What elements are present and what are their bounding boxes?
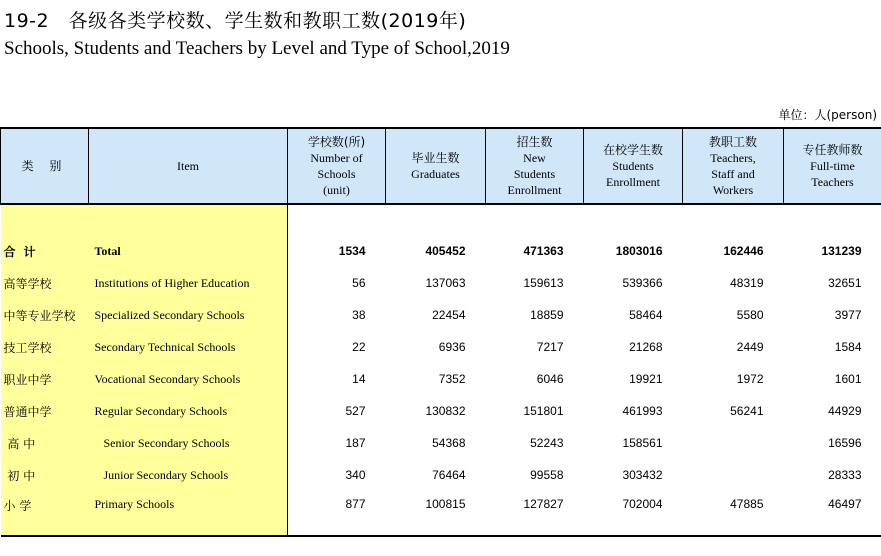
- row-item: Senior Secondary Schools: [89, 427, 288, 459]
- cell-graduates: 22454: [432, 308, 466, 322]
- cell-staff: 47885: [683, 491, 784, 536]
- cell-new-enrollment: 127827: [486, 491, 584, 536]
- cell-enrollment: 539366: [622, 276, 663, 290]
- cell-staff: 56241: [730, 404, 764, 418]
- cell-graduates: 130832: [425, 404, 466, 418]
- cell-teachers: 131239: [821, 244, 862, 258]
- header-teachers: [784, 128, 881, 204]
- cell-enrollment: 158561: [622, 436, 663, 450]
- cell-schools: 340: [345, 468, 366, 482]
- row-item: Specialized Secondary Schools: [89, 299, 288, 331]
- row-category: 普通中学: [1, 395, 89, 427]
- header-enrollment: [584, 128, 683, 204]
- cell-schools: 22: [352, 340, 366, 354]
- table-row: [1, 491, 881, 536]
- header-graduates: [386, 128, 486, 204]
- cell-schools: 38: [352, 308, 366, 322]
- table-row-total: [1, 235, 881, 267]
- cell-teachers: 44929: [828, 404, 862, 418]
- cell-graduates: 405452: [425, 244, 466, 258]
- cell-teachers: 1584: [834, 340, 862, 354]
- header-schools-en-3: (unit): [323, 183, 350, 197]
- row-item: Junior Secondary Schools: [89, 459, 288, 491]
- header-new-enrollment-en-1: New: [523, 151, 546, 165]
- table-row: [1, 459, 881, 491]
- table-row: [1, 395, 881, 427]
- cell-staff: [683, 427, 784, 459]
- cell-teachers: 46497: [784, 491, 881, 536]
- header-schools-en-1: Number of: [310, 151, 363, 165]
- header-enrollment-en-1: Students: [612, 159, 654, 173]
- cell-staff: 48319: [730, 276, 764, 290]
- row-category: 高等学校: [1, 267, 89, 299]
- row-item: Regular Secondary Schools: [89, 395, 288, 427]
- cell-new-enrollment: 52243: [530, 436, 564, 450]
- row-item: Primary Schools: [89, 491, 288, 536]
- spacer-cell: [1, 204, 89, 235]
- cell-teachers: 32651: [828, 276, 862, 290]
- cell-staff: 162446: [723, 244, 764, 258]
- header-staff-en-3: Workers: [712, 183, 754, 197]
- unit-label: 单位：人(person): [778, 108, 877, 122]
- spacer-cell: [288, 204, 386, 235]
- cell-new-enrollment: 99558: [530, 468, 564, 482]
- spacer-cell: [584, 204, 683, 235]
- cell-schools: 877: [288, 491, 386, 536]
- cell-teachers: 3977: [834, 308, 862, 322]
- header-teachers-en-1: Full-time: [810, 159, 855, 173]
- header-schools-cn: 学校数(所): [307, 135, 366, 149]
- cell-enrollment: 21268: [629, 340, 663, 354]
- header-teachers-cn: 专任教师数: [802, 143, 863, 157]
- cell-new-enrollment: 18859: [530, 308, 564, 322]
- cell-new-enrollment: 151801: [523, 404, 564, 418]
- cell-schools: 187: [345, 436, 366, 450]
- header-staff: [683, 128, 784, 204]
- header-item: Item: [89, 128, 288, 204]
- header-staff-en-2: Staff and: [711, 167, 755, 181]
- row-category: 高 中: [1, 427, 89, 459]
- cell-new-enrollment: 471363: [523, 244, 564, 258]
- header-schools-en-2: Schools: [317, 167, 356, 181]
- cell-teachers: 16596: [828, 436, 862, 450]
- header-new-enrollment-en-3: Enrollment: [507, 183, 562, 197]
- table-row: [1, 267, 881, 299]
- cell-schools: 56: [352, 276, 366, 290]
- spacer-cell: [683, 204, 784, 235]
- cell-new-enrollment: 6046: [536, 372, 564, 386]
- header-category: 类 别: [1, 128, 89, 204]
- table-row: [1, 363, 881, 395]
- cell-staff: 5580: [736, 308, 764, 322]
- table-row: [1, 299, 881, 331]
- spacer-cell: [784, 204, 881, 235]
- table-row: [1, 427, 881, 459]
- row-category: 合计: [1, 235, 89, 267]
- header-graduates-cn: 毕业生数: [411, 151, 460, 165]
- header-staff-cn: 教职工数: [708, 135, 757, 149]
- statistics-table: [0, 127, 881, 537]
- cell-graduates: 7352: [438, 372, 466, 386]
- header-enrollment-en-2: Enrollment: [606, 175, 660, 189]
- cell-graduates: 6936: [438, 340, 466, 354]
- cell-staff: [683, 459, 784, 491]
- header-staff-en-1: Teachers,: [710, 151, 756, 165]
- header-schools: [288, 128, 386, 204]
- cell-teachers: 28333: [828, 468, 862, 482]
- cell-enrollment: 1803016: [615, 244, 663, 258]
- cell-new-enrollment: 7217: [536, 340, 564, 354]
- row-item: Institutions of Higher Education: [89, 267, 288, 299]
- page-title-english: Schools, Students and Teachers by Level and Type of School,2019: [4, 38, 510, 59]
- row-category: 小 学: [1, 491, 89, 536]
- header-new-enrollment-en-2: Students: [513, 167, 556, 181]
- cell-graduates: 100815: [386, 491, 486, 536]
- cell-enrollment: 461993: [622, 404, 663, 418]
- cell-graduates: 76464: [432, 468, 466, 482]
- cell-staff: 2449: [736, 340, 764, 354]
- row-category: 中等专业学校: [1, 299, 89, 331]
- row-category: 职业中学: [1, 363, 89, 395]
- spacer-cell: [486, 204, 584, 235]
- cell-staff: 1972: [736, 372, 764, 386]
- cell-enrollment: 702004: [584, 491, 683, 536]
- cell-graduates: 54368: [432, 436, 466, 450]
- header-graduates-en-1: Graduates: [411, 167, 460, 181]
- spacer-cell: [386, 204, 486, 235]
- row-category: 技工学校: [1, 331, 89, 363]
- header-enrollment-cn: 在校学生数: [602, 143, 663, 157]
- cell-teachers: 1601: [834, 372, 862, 386]
- row-category: 初 中: [1, 459, 89, 491]
- header-teachers-en-2: Teachers: [811, 175, 854, 189]
- spacer-row: [1, 204, 881, 235]
- spacer-cell: [89, 204, 288, 235]
- row-item: Vocational Secondary Schools: [89, 363, 288, 395]
- header-new-enrollment-cn: 招生数: [516, 135, 553, 149]
- cell-schools: 527: [345, 404, 366, 418]
- header-new-enrollment: [486, 128, 584, 204]
- cell-enrollment: 303432: [622, 468, 663, 482]
- cell-schools: 1534: [338, 244, 366, 258]
- table-header-row: [1, 128, 881, 204]
- cell-new-enrollment: 159613: [523, 276, 564, 290]
- cell-schools: 14: [352, 372, 366, 386]
- row-item: Secondary Technical Schools: [89, 331, 288, 363]
- cell-enrollment: 19921: [629, 372, 663, 386]
- table-row: [1, 331, 881, 363]
- page-title-chinese: 19-2 各级各类学校数、学生数和教职工数(2019年): [4, 10, 467, 32]
- cell-enrollment: 58464: [629, 308, 663, 322]
- cell-graduates: 137063: [425, 276, 466, 290]
- row-item: Total: [89, 235, 288, 267]
